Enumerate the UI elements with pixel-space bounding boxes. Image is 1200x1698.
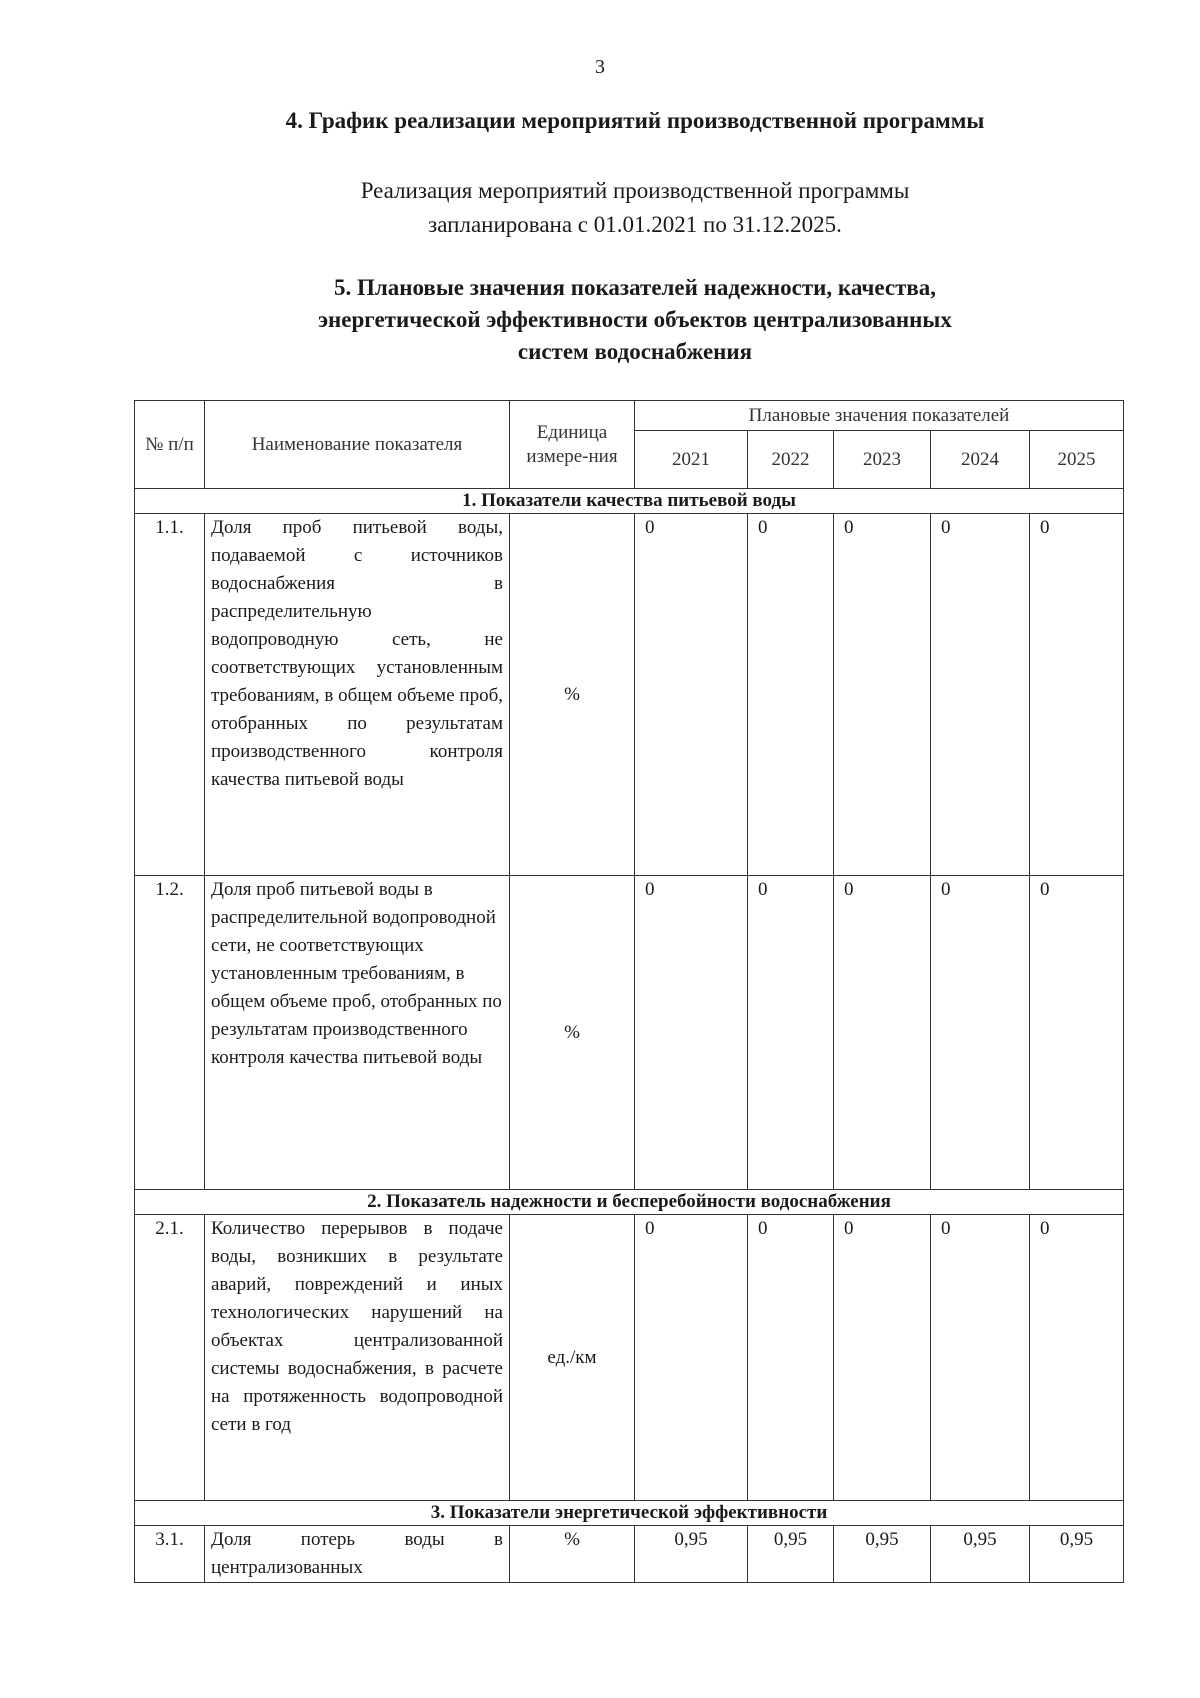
row-value: 0 [1030,876,1124,1190]
section-4-title: 4. График реализации мероприятий производственной программы [285,108,985,133]
header-planned: Плановые значения показателей [635,401,1124,431]
row-value: 0,95 [1030,1526,1124,1583]
row-value: 0 [635,514,748,876]
row-num: 2.1. [135,1215,205,1501]
row-value: 0 [1030,514,1124,876]
row-unit: % [510,876,635,1190]
row-num: 1.2. [135,876,205,1190]
header-year: 2025 [1030,431,1124,489]
row-value: 0 [834,876,931,1190]
table-row [135,1526,1124,1583]
section-header: 3. Показатели энергетической эффективности [135,1501,1124,1526]
row-unit: % [510,514,635,876]
row-name: Доля проб питьевой воды, подаваемой с источников водоснабжения в распределительную водопроводную сеть, не соответствующих установленным требованиям, в общем объеме проб, отобранных по результатам производственного контроля качества питьевой воды [205,514,510,876]
table-row [135,876,1124,1190]
header-year: 2021 [635,431,748,489]
row-value: 0,95 [834,1526,931,1583]
section-5-title [0,272,1200,368]
section-4-text-line-1: Реализация мероприятий производственной программы [360,178,910,203]
table-row [135,514,1124,876]
row-value: 0 [931,876,1030,1190]
section-4-text-line-2: запланирована с 01.01.2021 по 31.12.2025. [428,212,842,237]
header-year: 2024 [931,431,1030,489]
page-number: 3 [595,56,605,78]
header-unit: Единица измере-ния [510,401,635,489]
row-value: 0 [748,1215,834,1501]
header-year: 2023 [834,431,931,489]
row-value: 0,95 [635,1526,748,1583]
row-value: 0 [1030,1215,1124,1501]
row-name: Количество перерывов в подаче воды, возникших в результате аварий, повреждений и иных технологических нарушений на объектах централизованной системы водоснабжения, в расчете на протяженность водопроводной сети в год [205,1215,510,1501]
row-num: 1.1. [135,514,205,876]
row-value: 0,95 [931,1526,1030,1583]
row-value: 0 [834,514,931,876]
row-name: Доля проб питьевой воды в распределительной водопроводной сети, не соответствующих установленным требованиям, в общем объеме проб, отобранных по результатам производственного контроля качества питьевой воды [205,876,510,1190]
section-4-text [0,174,1200,242]
row-value: 0 [635,876,748,1190]
row-value: 0 [931,1215,1030,1501]
row-unit: ед./км [510,1215,635,1501]
row-value: 0 [748,876,834,1190]
row-value: 0 [635,1215,748,1501]
row-value: 0 [931,514,1030,876]
header-name: Наименование показателя [205,401,510,489]
section-5-title-line-3: систем водоснабжения [517,339,753,364]
section-5-title-line-2: энергетической эффективности объектов централизованных [318,307,952,332]
row-num: 3.1. [135,1526,205,1583]
section-5-title-line-1: 5. Плановые значения показателей надежности, качества, [333,275,937,300]
row-value: 0 [834,1215,931,1501]
indicators-table [134,400,1124,1583]
header-year: 2022 [748,431,834,489]
header-num: № п/п [135,401,205,489]
row-value: 0 [748,514,834,876]
row-name: Доля потерь воды в централизованных [205,1526,510,1583]
row-unit: % [510,1526,635,1583]
section-header: 1. Показатели качества питьевой воды [135,489,1124,514]
section-header: 2. Показатель надежности и бесперебойности водоснабжения [135,1190,1124,1215]
table-row [135,1215,1124,1501]
row-value: 0,95 [748,1526,834,1583]
